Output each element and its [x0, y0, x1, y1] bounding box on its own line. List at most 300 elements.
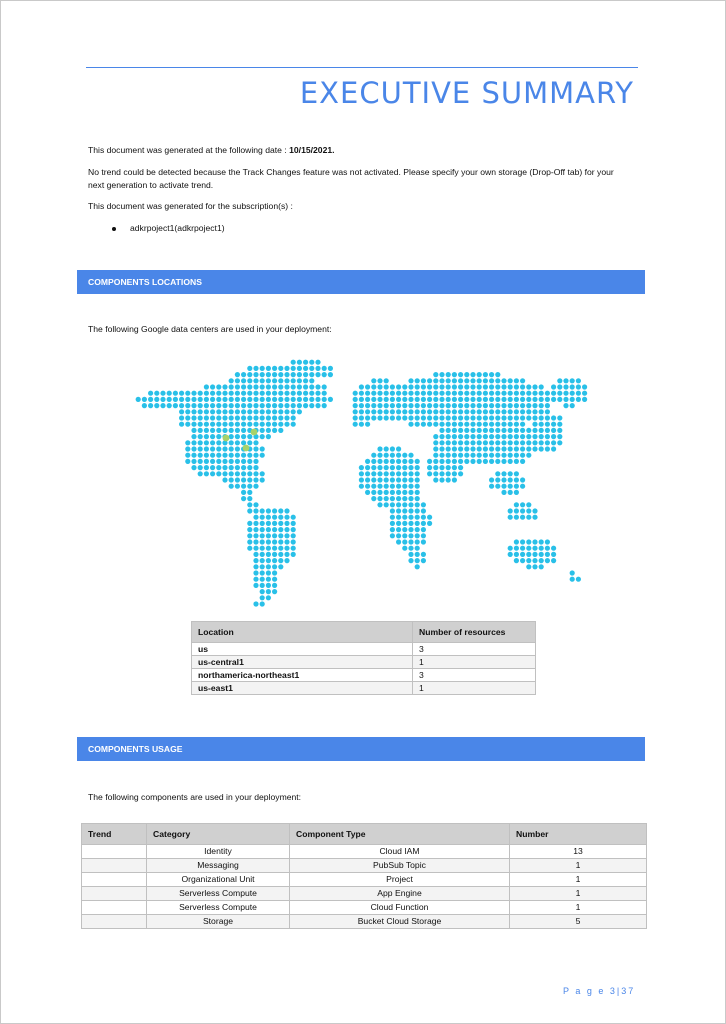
map-dot: [204, 459, 209, 464]
map-dot: [260, 595, 265, 600]
map-dot: [266, 434, 271, 439]
number-cell: 13: [510, 845, 647, 859]
map-dot: [396, 533, 401, 538]
map-dot: [377, 409, 382, 414]
map-dot: [477, 409, 482, 414]
map-dot: [384, 378, 389, 383]
map-dot: [390, 453, 395, 458]
map-dot: [495, 378, 500, 383]
map-dot: [402, 403, 407, 408]
map-dot: [551, 558, 556, 563]
map-dot: [427, 521, 432, 526]
map-dot: [260, 533, 265, 538]
map-dot: [309, 378, 314, 383]
map-dot: [247, 484, 252, 489]
map-dot: [520, 422, 525, 427]
map-dot: [377, 490, 382, 495]
map-dot: [532, 397, 537, 402]
map-dot: [421, 403, 426, 408]
map-dot: [185, 422, 190, 427]
map-dot: [402, 508, 407, 513]
map-dot: [328, 372, 333, 377]
map-dot: [433, 372, 438, 377]
map-dot: [266, 564, 271, 569]
map-dot: [291, 422, 296, 427]
map-dot: [514, 539, 519, 544]
map-dot: [371, 496, 376, 501]
map-dot: [198, 409, 203, 414]
map-dot: [266, 595, 271, 600]
map-dot: [185, 391, 190, 396]
map-dot: [408, 533, 413, 538]
map-dot: [415, 384, 420, 389]
map-dot: [408, 384, 413, 389]
map-dot: [235, 465, 240, 470]
map-dot: [396, 446, 401, 451]
map-dot: [464, 409, 469, 414]
map-dot: [433, 477, 438, 482]
map-dot: [415, 477, 420, 482]
map-dot: [433, 403, 438, 408]
map-dot: [377, 453, 382, 458]
map-dot: [563, 397, 568, 402]
map-dot: [495, 484, 500, 489]
number-cell: 1: [510, 873, 647, 887]
table-row: [192, 682, 536, 695]
map-dot: [551, 552, 556, 557]
map-dot: [421, 415, 426, 420]
map-dot: [247, 434, 252, 439]
map-dot: [272, 391, 277, 396]
map-dot: [377, 397, 382, 402]
map-dot: [402, 415, 407, 420]
map-dot: [402, 471, 407, 476]
map-dot: [532, 415, 537, 420]
map-dot: [514, 446, 519, 451]
map-dot: [365, 391, 370, 396]
map-dot: [253, 378, 258, 383]
map-dot: [520, 409, 525, 414]
map-dot: [148, 403, 153, 408]
map-dot: [179, 415, 184, 420]
map-dot: [278, 378, 283, 383]
map-dot: [160, 403, 165, 408]
map-dot: [235, 440, 240, 445]
map-dot: [421, 502, 426, 507]
map-dot: [191, 453, 196, 458]
map-dot: [247, 533, 252, 538]
map-dot: [309, 403, 314, 408]
map-dot: [408, 415, 413, 420]
map-dot: [563, 391, 568, 396]
map-dot: [272, 508, 277, 513]
map-dot: [470, 391, 475, 396]
map-dot: [365, 409, 370, 414]
map-dot: [433, 378, 438, 383]
map-dot: [408, 527, 413, 532]
map-dot: [384, 409, 389, 414]
map-dot: [371, 477, 376, 482]
map-dot: [470, 453, 475, 458]
map-dot: [470, 378, 475, 383]
map-dot: [545, 552, 550, 557]
map-dot: [253, 372, 258, 377]
map-dot: [483, 459, 488, 464]
map-dot: [210, 415, 215, 420]
map-dot: [495, 440, 500, 445]
map-dot: [508, 415, 513, 420]
map-dot: [396, 521, 401, 526]
map-dot: [291, 366, 296, 371]
map-dot: [576, 378, 581, 383]
map-dot: [483, 409, 488, 414]
map-dot: [235, 409, 240, 414]
map-dot: [377, 484, 382, 489]
map-dot: [532, 515, 537, 520]
map-dot: [520, 484, 525, 489]
map-dot: [284, 403, 289, 408]
map-dot: [266, 533, 271, 538]
map-dot: [322, 397, 327, 402]
map-dot: [526, 428, 531, 433]
map-dot: [551, 391, 556, 396]
map-dot: [260, 471, 265, 476]
map-dot: [470, 428, 475, 433]
map-dot: [284, 422, 289, 427]
map-dot: [526, 502, 531, 507]
map-dot: [514, 384, 519, 389]
map-dot: [508, 397, 513, 402]
map-dot: [260, 403, 265, 408]
map-dot: [439, 446, 444, 451]
map-dot: [545, 440, 550, 445]
map-dot: [284, 527, 289, 532]
map-dot: [384, 391, 389, 396]
map-dot: [284, 558, 289, 563]
map-dot: [408, 558, 413, 563]
map-dot: [241, 496, 246, 501]
map-dot: [210, 409, 215, 414]
map-dot: [266, 539, 271, 544]
map-dot: [216, 428, 221, 433]
map-dot: [241, 434, 246, 439]
map-dot: [489, 428, 494, 433]
map-dot: [191, 409, 196, 414]
map-dot: [235, 384, 240, 389]
map-dot: [539, 415, 544, 420]
map-dot: [446, 403, 451, 408]
map-dot: [415, 465, 420, 470]
map-dot: [247, 391, 252, 396]
map-dot: [576, 577, 581, 582]
map-dot: [526, 508, 531, 513]
map-dot: [551, 397, 556, 402]
map-dot: [508, 490, 513, 495]
map-dot: [495, 391, 500, 396]
map-dot: [570, 378, 575, 383]
map-dot: [198, 397, 203, 402]
map-dot: [421, 397, 426, 402]
map-dot: [297, 366, 302, 371]
map-dot: [415, 484, 420, 489]
map-dot: [241, 409, 246, 414]
map-dot: [291, 533, 296, 538]
map-dot: [204, 403, 209, 408]
map-dot: [253, 440, 258, 445]
map-dot: [229, 378, 234, 383]
map-dot: [402, 465, 407, 470]
map-dot: [464, 415, 469, 420]
map-dot: [284, 552, 289, 557]
map-dot: [520, 384, 525, 389]
map-dot: [253, 403, 258, 408]
bullet-icon: [112, 227, 116, 231]
generated-date-value: 10/15/2021: [289, 145, 333, 155]
map-dot: [446, 409, 451, 414]
map-dot: [514, 453, 519, 458]
map-dot: [291, 521, 296, 526]
map-dot: [520, 508, 525, 513]
map-dot: [514, 552, 519, 557]
map-dot: [427, 471, 432, 476]
map-dot: [446, 397, 451, 402]
map-dot: [408, 484, 413, 489]
map-dot: [260, 397, 265, 402]
map-dot: [260, 564, 265, 569]
map-dot: [495, 422, 500, 427]
map-dot: [520, 552, 525, 557]
generated-date-period: .: [332, 145, 335, 155]
map-dot: [241, 459, 246, 464]
location-cell: us-east1: [192, 682, 413, 695]
map-dot: [284, 515, 289, 520]
map-dot: [204, 409, 209, 414]
location-cell: northamerica-northeast1: [192, 669, 413, 682]
table-row: [82, 887, 647, 901]
map-dot: [185, 446, 190, 451]
map-dot: [272, 533, 277, 538]
map-dot: [439, 403, 444, 408]
map-dot: [495, 434, 500, 439]
map-dot: [260, 601, 265, 606]
map-dot: [532, 403, 537, 408]
map-dot: [520, 539, 525, 544]
map-dot: [526, 434, 531, 439]
map-dot: [390, 459, 395, 464]
map-dot: [284, 397, 289, 402]
map-dot: [415, 391, 420, 396]
map-dot: [532, 391, 537, 396]
map-dot: [402, 527, 407, 532]
map-dot: [421, 558, 426, 563]
map-dot: [272, 570, 277, 575]
map-dot: [396, 453, 401, 458]
map-dot: [247, 384, 252, 389]
map-dot: [222, 403, 227, 408]
map-dot: [508, 378, 513, 383]
map-dot: [396, 527, 401, 532]
map-dot: [402, 546, 407, 551]
map-dot: [216, 446, 221, 451]
map-dot: [539, 428, 544, 433]
map-dot: [501, 459, 506, 464]
map-dot: [551, 440, 556, 445]
map-dot: [359, 465, 364, 470]
map-dot: [396, 409, 401, 414]
map-dot: [452, 428, 457, 433]
map-dot: [470, 440, 475, 445]
map-dot: [439, 409, 444, 414]
map-dot: [539, 409, 544, 414]
page-title: EXECUTIVE SUMMARY: [299, 76, 634, 110]
map-dot: [291, 539, 296, 544]
map-dot: [464, 384, 469, 389]
map-dot: [415, 546, 420, 551]
map-dot: [266, 372, 271, 377]
map-dot: [377, 446, 382, 451]
map-dot: [384, 459, 389, 464]
map-dot: [439, 391, 444, 396]
map-dot: [377, 496, 382, 501]
map-dot: [353, 397, 358, 402]
map-dot: [365, 384, 370, 389]
map-dot: [365, 490, 370, 495]
map-dot: [439, 415, 444, 420]
map-dot: [272, 409, 277, 414]
map-dot: [489, 446, 494, 451]
map-dot: [377, 459, 382, 464]
map-dot: [408, 515, 413, 520]
map-dot: [222, 415, 227, 420]
map-dot: [371, 391, 376, 396]
map-dot: [266, 583, 271, 588]
map-dot: [446, 415, 451, 420]
map-dot: [247, 409, 252, 414]
map-dot: [421, 539, 426, 544]
map-dot: [247, 546, 252, 551]
map-dot: [260, 570, 265, 575]
map-dot: [508, 508, 513, 513]
map-dot: [551, 546, 556, 551]
map-dot: [260, 539, 265, 544]
map-dot: [458, 471, 463, 476]
map-dot: [545, 428, 550, 433]
map-dot: [222, 422, 227, 427]
map-dot: [408, 471, 413, 476]
map-dot: [315, 384, 320, 389]
map-dot: [272, 583, 277, 588]
map-dot: [539, 546, 544, 551]
map-dot: [204, 465, 209, 470]
map-dot: [452, 453, 457, 458]
map-dot: [272, 515, 277, 520]
locations-table: [191, 621, 536, 695]
map-dot: [390, 409, 395, 414]
map-dot: [229, 415, 234, 420]
map-dot: [191, 415, 196, 420]
map-dot: [278, 409, 283, 414]
map-dot: [266, 428, 271, 433]
map-dot: [408, 508, 413, 513]
map-dot: [216, 471, 221, 476]
map-dot: [272, 403, 277, 408]
map-dot: [253, 422, 258, 427]
map-dot: [477, 397, 482, 402]
map-dot: [489, 397, 494, 402]
count-cell: 1: [413, 656, 536, 669]
component-type-cell: Bucket Cloud Storage: [290, 915, 510, 929]
map-dot: [532, 440, 537, 445]
map-dot: [384, 490, 389, 495]
map-dot: [136, 397, 141, 402]
map-dot: [260, 589, 265, 594]
map-dot: [526, 403, 531, 408]
map-dot: [477, 391, 482, 396]
map-dot: [179, 403, 184, 408]
map-dot: [284, 508, 289, 513]
table-row: [82, 873, 647, 887]
map-dot: [260, 366, 265, 371]
map-dot: [396, 397, 401, 402]
map-dot: [216, 397, 221, 402]
map-dot: [551, 434, 556, 439]
map-dot: [390, 502, 395, 507]
map-dot: [247, 477, 252, 482]
map-dot: [408, 496, 413, 501]
map-dot: [191, 434, 196, 439]
map-dot: [421, 533, 426, 538]
trend-note: No trend could be detected because the Track Changes feature was not activated. Please specify your own storage (Drop-Off tab) for your next generation to activate trend.: [88, 167, 614, 190]
map-dot: [272, 397, 277, 402]
map-dot: [439, 378, 444, 383]
map-dot: [253, 521, 258, 526]
map-dot: [278, 515, 283, 520]
map-dot: [514, 471, 519, 476]
map-dot: [353, 422, 358, 427]
map-dot: [396, 465, 401, 470]
map-dot: [508, 409, 513, 414]
map-dot: [501, 446, 506, 451]
map-dot: [532, 546, 537, 551]
map-dot: [260, 558, 265, 563]
map-dot: [415, 403, 420, 408]
map-dot: [210, 403, 215, 408]
map-dot: [315, 397, 320, 402]
map-dot: [402, 515, 407, 520]
map-dot: [247, 453, 252, 458]
datacenter-marker: [251, 429, 258, 436]
map-dot: [520, 546, 525, 551]
map-dot: [508, 391, 513, 396]
map-dot: [427, 403, 432, 408]
map-dot: [458, 446, 463, 451]
map-dot: [253, 564, 258, 569]
column-header: Number of resources: [413, 622, 536, 643]
map-dot: [160, 391, 165, 396]
map-dot: [446, 372, 451, 377]
map-dot: [216, 434, 221, 439]
component-type-cell: PubSub Topic: [290, 859, 510, 873]
map-dot: [359, 403, 364, 408]
map-dot: [241, 403, 246, 408]
map-dot: [396, 515, 401, 520]
map-dot: [390, 496, 395, 501]
map-dot: [452, 403, 457, 408]
map-dot: [545, 422, 550, 427]
map-dot: [439, 384, 444, 389]
map-dot: [229, 471, 234, 476]
map-dot: [557, 422, 562, 427]
